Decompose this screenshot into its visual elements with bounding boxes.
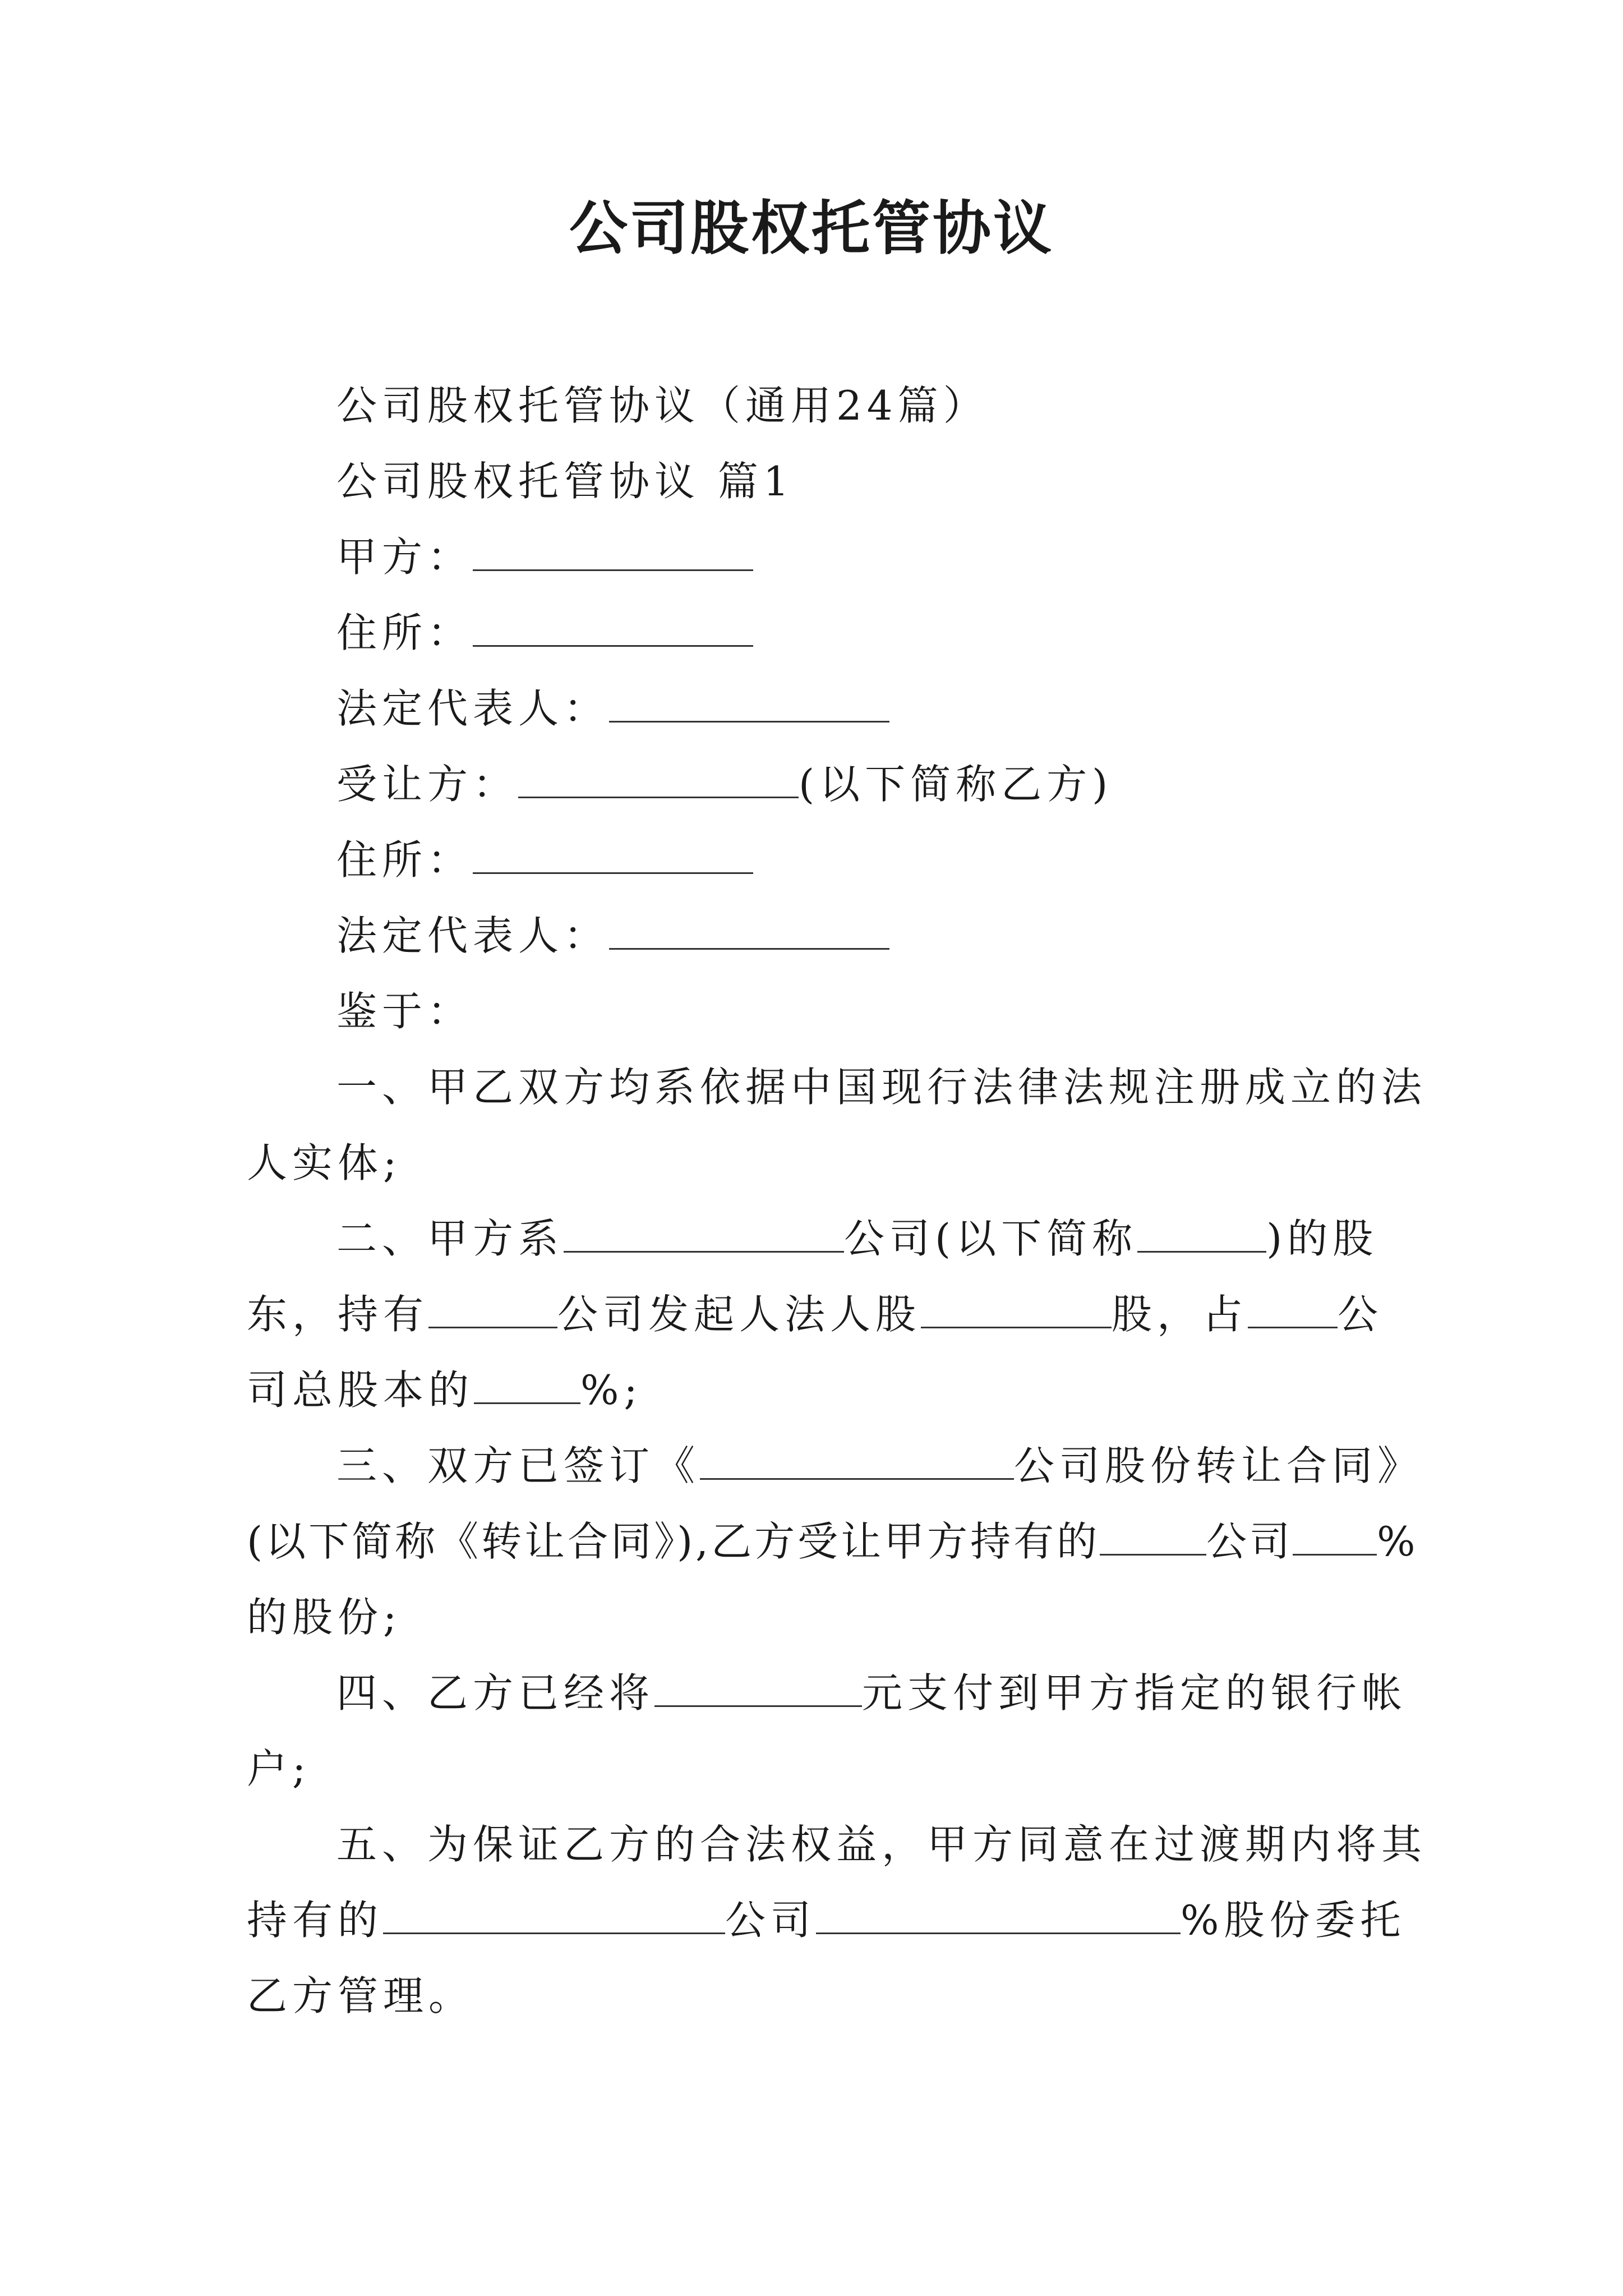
clause-1-text: 一、甲乙双方均系依据中国现行法律法规注册成立的法: [336, 1064, 1427, 1111]
transferred-company-blank[interactable]: [1100, 1522, 1206, 1556]
payment-amount-blank[interactable]: [654, 1674, 862, 1707]
entrusted-percent-blank[interactable]: [816, 1901, 1181, 1934]
clause-3-line-1: [336, 1442, 1423, 1490]
transferee-blank[interactable]: [518, 765, 799, 798]
clause-2-text-g: 公: [1338, 1291, 1384, 1338]
whereas-label: 鉴于：: [336, 988, 473, 1035]
clause-5-text: 五、为保证乙方的合法权益，甲方同意在过渡期内将其: [336, 1821, 1427, 1868]
party-a-address-label: 住所：: [336, 609, 473, 656]
clause-2-line-2: [247, 1290, 1383, 1338]
clause-1-text-cont: 人实体;: [247, 1139, 402, 1186]
clause-3-line-3: [247, 1593, 402, 1641]
clause-3-text-d: 公司: [1206, 1518, 1293, 1565]
party-b-address-blank[interactable]: [473, 841, 753, 874]
clause-1-line-1: [336, 1063, 1427, 1111]
clause-2-text-f: 股，占: [1112, 1291, 1248, 1338]
party-a-address-line: [336, 609, 753, 657]
clause-3-text: 三、双方已签订《: [336, 1442, 700, 1489]
clause-5-line-1: [336, 1820, 1427, 1869]
party-b-rep-blank[interactable]: [609, 917, 889, 950]
clause-2-text-d: 东，持有: [247, 1291, 429, 1338]
section-heading-text: 公司股权托管协议 篇1: [336, 458, 794, 505]
clause-3-text-c: (以下简称《转让合同》),乙方受让甲方持有的: [247, 1518, 1100, 1565]
company-short-name-blank[interactable]: [1137, 1220, 1266, 1253]
company-name-blank[interactable]: [564, 1220, 844, 1253]
clause-4-text: 四、乙方已经将: [336, 1669, 655, 1717]
whereas-line: [336, 987, 473, 1036]
clause-2-text-e: 公司发起人法人股: [557, 1291, 921, 1338]
clause-5-line-3: [247, 1972, 474, 2020]
clause-4-line-2: [247, 1745, 311, 1793]
clause-3-line-2: [247, 1517, 1418, 1566]
clause-5-line-2: [247, 1896, 1405, 1944]
clause-5-text-d: %股份委托: [1181, 1897, 1406, 1944]
clause-5-text-e: 乙方管理。: [247, 1972, 474, 2019]
clause-4-text-b: 元支付到甲方指定的银行帐: [862, 1669, 1408, 1717]
share-percent-blank[interactable]: [474, 1371, 580, 1404]
section-heading: [336, 457, 794, 505]
party-a-rep-line: [336, 684, 889, 733]
clause-2-line-1: [336, 1214, 1378, 1263]
party-a-blank[interactable]: [473, 538, 753, 571]
clause-2-line-3: [247, 1366, 643, 1414]
clause-5-text-b: 持有的: [247, 1897, 384, 1944]
clause-1-line-2: [247, 1139, 402, 1187]
party-a-address-blank[interactable]: [473, 614, 753, 647]
party-a-rep-label: 法定代表人：: [336, 685, 610, 732]
share-company-blank[interactable]: [1248, 1295, 1338, 1328]
document-title: 公司股权托管协议: [569, 194, 1054, 263]
party-b-address-line: [336, 836, 753, 884]
transferee-line: [336, 760, 1113, 808]
clause-4-line-1: [336, 1669, 1407, 1717]
clause-5-text-c: 公司: [725, 1897, 817, 1944]
party-b-rep-line: [336, 912, 889, 960]
clause-3-text-b: 公司股份转让合同》: [1014, 1442, 1423, 1489]
clause-4-text-c: 户;: [247, 1745, 311, 1792]
entrusted-company-blank[interactable]: [383, 1901, 725, 1934]
clause-2-text-h: 司总股本的: [247, 1366, 474, 1414]
clause-3-text-f: 的股份;: [247, 1594, 402, 1641]
clause-2-text-c: )的股: [1266, 1215, 1378, 1262]
share-count-blank[interactable]: [921, 1295, 1112, 1328]
clause-3-text-e: %: [1377, 1518, 1418, 1565]
party-a-rep-blank[interactable]: [609, 689, 889, 723]
clause-2-text-b: 公司(以下简称: [844, 1215, 1138, 1262]
held-company-blank[interactable]: [428, 1295, 557, 1328]
transferee-label: 受让方：: [336, 761, 519, 808]
clause-2-text: 二、甲方系: [336, 1215, 564, 1262]
transferee-note: (以下简称乙方): [799, 761, 1113, 808]
transferred-percent-blank[interactable]: [1293, 1522, 1377, 1556]
subtitle-line: [336, 381, 989, 430]
party-b-rep-label: 法定代表人：: [336, 912, 610, 959]
party-a-line: [336, 533, 753, 581]
subtitle-text: 公司股权托管协议（通用24篇）: [336, 382, 989, 429]
contract-company-blank[interactable]: [700, 1447, 1014, 1480]
party-a-label: 甲方：: [336, 533, 473, 581]
party-b-address-label: 住所：: [336, 836, 473, 884]
clause-2-text-i: %;: [580, 1366, 643, 1414]
